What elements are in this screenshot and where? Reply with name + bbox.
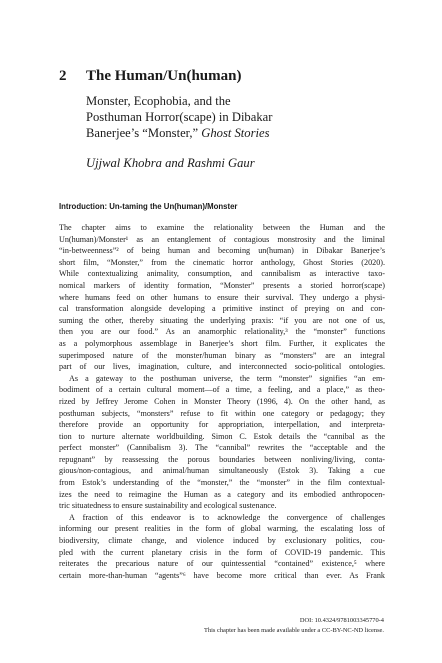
- text-line: gious/non-contagious, and animal/human simultaneously (Estok 3). Taking a cue: [59, 466, 385, 476]
- chapter-subtitle: [86, 93, 386, 141]
- text-line: As a gateway to the posthuman universe, the term “monster” signifies “an em-: [69, 373, 385, 383]
- text-line: nomical markers of identity formation, “Monster” presents a storied horror(scape): [59, 280, 385, 290]
- text-line: from Estok’s understanding of the “monster,” the “monster” in the film contextual-: [59, 478, 385, 488]
- subtitle-line-text: Banerjee’s “Monster,”: [86, 126, 202, 140]
- subtitle-line: [86, 125, 386, 141]
- text-line: pled with the current planetary crisis in the form of COVID-19 pandemic. This: [59, 547, 385, 557]
- text-line: as a polymorphous assemblage in Banerjee’s short film. Further, it explicates the: [59, 338, 385, 348]
- chapter-title: The Human/Un(human): [86, 68, 242, 84]
- text-line: then you are our food.” As an anamorphic relationality,³ the “monster” functions: [59, 327, 385, 337]
- section-heading: Introduction: Un-taming the Un(human)/Monster: [59, 202, 238, 211]
- text-line: superimposed nature of the monster/human binary as “monsters” are an integral: [59, 350, 385, 360]
- page-footer: [204, 616, 384, 636]
- text-line: cal transformation alongside developing a primitive instinct of preying on and con-: [59, 304, 385, 314]
- subtitle-line: Posthuman Horror(scape) in Dibakar: [86, 110, 273, 124]
- chapter-number: 2: [59, 68, 67, 84]
- body-text: [59, 222, 385, 581]
- text-line: Un(human)/Monster¹ as an entanglement of contagious monstrosity and the liminal: [59, 234, 385, 244]
- text-line: where humans feed on other humans to ensure their survival. They undergo a physi-: [59, 292, 385, 302]
- text-line: biodiversity, climate change, and violence induced by exclusionary politics, cou-: [59, 536, 385, 546]
- text-line: part of our lives, imagination, culture, and interconnected socio-political ontologies.: [59, 362, 385, 372]
- text-line: tion to nurture alternate worldbuilding. Simon C. Estok details the “cannibal as the: [59, 431, 385, 441]
- doi: DOI: 10.4324/9781003345770-4: [299, 617, 384, 624]
- text-line: posthuman subjects, “monsters” refuse to fit within one category or pedagogy; they: [59, 408, 385, 418]
- text-line: short film, “Monster,” from the cinematic horror anthology, Ghost Stories (2020).: [59, 257, 385, 267]
- subtitle-line: Monster, Ecophobia, and the: [86, 94, 231, 108]
- text-line: certain more-than-human “agents”⁶ have become more critical than ever. As Frank: [59, 570, 385, 580]
- text-line: therefore provide an opportunity for appropriation, interpellation, and interpreta-: [59, 420, 385, 430]
- text-line: suming the other, thereby situating the underlying praxis: “if you are not one of us,: [59, 315, 385, 325]
- text-line: repugnant” by reassessing the porous boundaries between nonliving/living, conta-: [59, 454, 385, 464]
- paragraph: [59, 373, 385, 512]
- subtitle-italic: Ghost Stories: [201, 126, 270, 140]
- text-line: A fraction of this endeavor is to acknowledge the convergence of challenges: [69, 512, 385, 522]
- text-line: rized by Jeffrey Jerome Cohen in Monster Theory (1996, 4). On the other hand, as: [59, 396, 385, 406]
- license-note: This chapter has been made available under a CC-BY-NC-ND license.: [204, 627, 384, 634]
- text-line: informing our present realities in the form of global warming, the escalating loss of: [59, 524, 385, 534]
- text-line: tric situatedness to ensure sustainability and ecological sustenance.: [59, 501, 277, 511]
- text-line: “in-betweenness”² of being human and becoming un(human) in Dibakar Banerjee’s: [59, 246, 385, 256]
- text-line: bodiment of a certain cultural moment—of a time, a feeling, and a place,” as theo-: [59, 385, 385, 395]
- chapter-authors: Ujjwal Khobra and Rashmi Gaur: [86, 156, 255, 170]
- text-line: reiterates the precarious nature of our quintessential “contained” existence,⁵ where: [59, 559, 385, 569]
- text-line: The chapter aims to examine the relationality between the Human and the: [59, 223, 385, 232]
- text-line: perfect monster” (Cannibalism 3). The “cannibal” rewrites the “acceptable and the: [59, 443, 385, 453]
- paragraph: [59, 222, 385, 373]
- paragraph: [59, 512, 385, 582]
- text-line: izes the need to reimagine the Human as a category and its embodied anthropocen-: [59, 489, 385, 499]
- text-line: While contextualizing animality, consumption, and cannibalism as interactive taxo-: [59, 269, 385, 279]
